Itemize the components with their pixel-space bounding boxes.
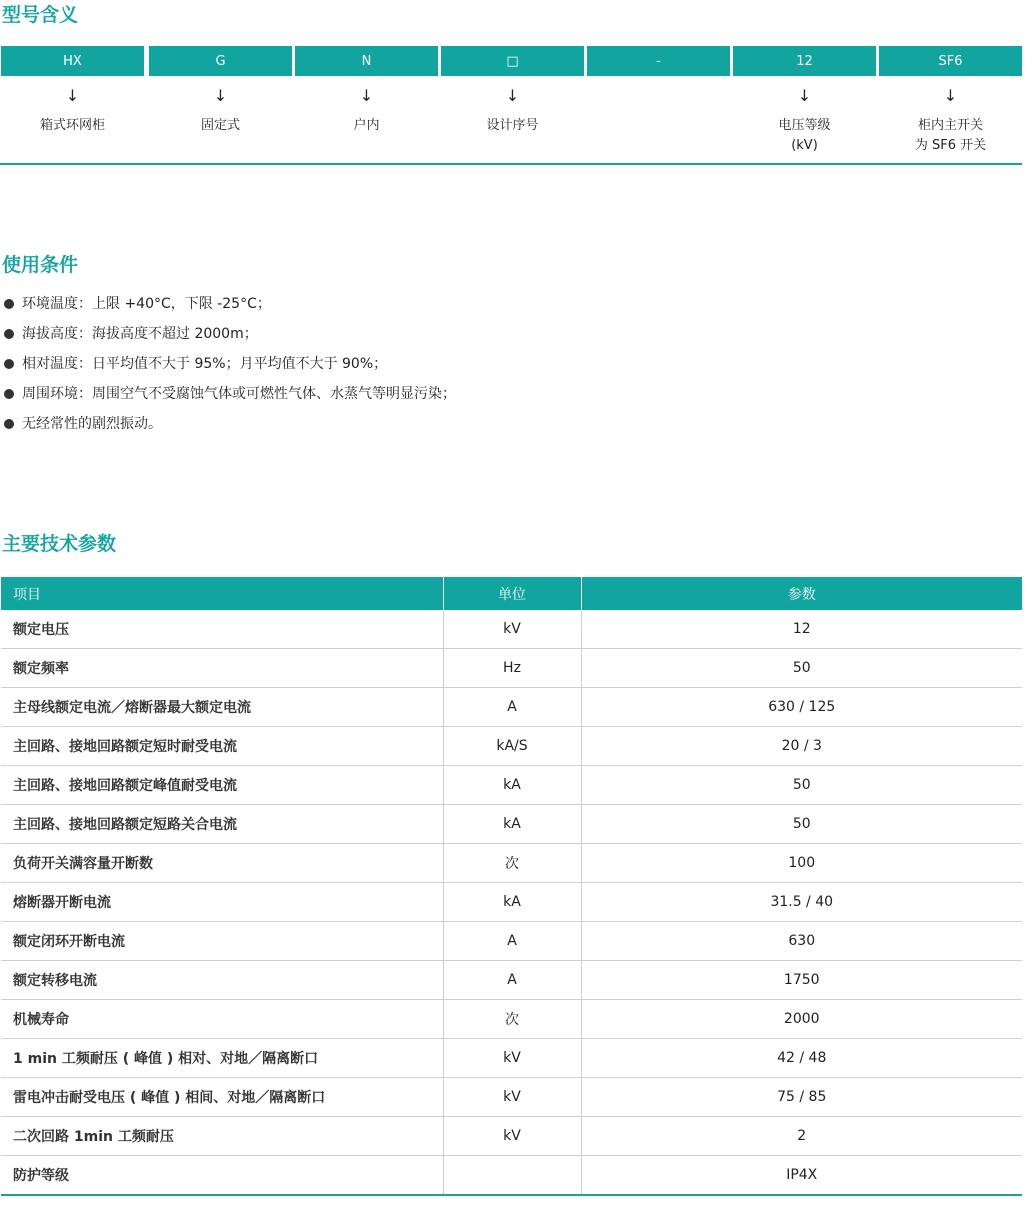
table-row: [1, 922, 1022, 961]
model-desc: 户内: [353, 118, 380, 133]
cell-unit: kV: [443, 610, 581, 649]
cell-unit: 次: [443, 844, 581, 883]
cell-unit: A: [443, 688, 581, 727]
model-code-cell: HX: [1, 46, 144, 76]
table-row: [1, 610, 1022, 649]
list-item: [4, 413, 456, 443]
cell-value: 50: [581, 766, 1022, 805]
cell-value: 50: [581, 805, 1022, 844]
condition-text: 周围环境：周围空气不受腐蚀气体或可燃性气体、水蒸气等明显污染；: [22, 386, 456, 402]
model-code-cell: 12: [733, 46, 876, 76]
model-code-cell: N: [295, 46, 438, 76]
arrow-down-icon: ↓: [213, 86, 228, 105]
cell-value: 20 / 3: [581, 727, 1022, 766]
bullet-icon: [4, 299, 14, 309]
cell-item: 雷电冲击耐受电压 ( 峰值 ) 相间、对地／隔离断口: [1, 1078, 443, 1117]
cell-item: 机械寿命: [1, 1000, 443, 1039]
bullet-icon: [4, 419, 14, 429]
section-title-conditions: 使用条件: [2, 254, 79, 276]
cell-unit: 次: [443, 1000, 581, 1039]
cell-value: 2000: [581, 1000, 1022, 1039]
cell-item: 额定电压: [1, 610, 443, 649]
list-item: [4, 353, 456, 383]
model-desc: 电压等级 (kV): [778, 118, 831, 153]
arrow-down-icon: ↓: [65, 86, 80, 105]
cell-value: 31.5 / 40: [581, 883, 1022, 922]
table-row: [1, 883, 1022, 922]
cell-unit: kV: [443, 1078, 581, 1117]
conditions-list: [4, 293, 456, 443]
cell-item: 负荷开关满容量开断数: [1, 844, 443, 883]
cell-value: 100: [581, 844, 1022, 883]
cell-item: 额定频率: [1, 649, 443, 688]
table-row: [1, 844, 1022, 883]
list-item: [4, 383, 456, 413]
divider: [0, 163, 1022, 165]
table-row: [1, 649, 1022, 688]
header-item: 项目: [1, 577, 443, 610]
cell-value: 42 / 48: [581, 1039, 1022, 1078]
bullet-icon: [4, 359, 14, 369]
table-row: [1, 1117, 1022, 1156]
arrow-down-icon: ↓: [943, 86, 958, 105]
table-row: [1, 961, 1022, 1000]
cell-item: 主回路、接地回路额定峰值耐受电流: [1, 766, 443, 805]
cell-value: 630 / 125: [581, 688, 1022, 727]
cell-value: 2: [581, 1117, 1022, 1156]
table-row: [1, 1000, 1022, 1039]
condition-text: 无经常性的剧烈振动。: [22, 416, 162, 432]
table-row: [1, 766, 1022, 805]
model-desc: 固定式: [200, 118, 240, 133]
arrow-down-icon: ↓: [359, 86, 374, 105]
table-row: [1, 1078, 1022, 1117]
model-code-cell: -: [587, 46, 730, 76]
cell-unit: kA: [443, 883, 581, 922]
cell-unit: A: [443, 922, 581, 961]
section-title-params: 主要技术参数: [2, 533, 117, 555]
table-header-row: [1, 577, 1022, 610]
condition-text: 相对温度：日平均值不大于 95%；月平均值不大于 90%；: [22, 356, 388, 372]
cell-value: 12: [581, 610, 1022, 649]
cell-unit: kV: [443, 1117, 581, 1156]
condition-text: 海拔高度：海拔高度不超过 2000m；: [22, 326, 258, 342]
arrow-down-icon: ↓: [797, 86, 812, 105]
model-desc: 柜内主开关 为 SF6 开关: [914, 118, 987, 153]
cell-item: 二次回路 1min 工频耐压: [1, 1117, 443, 1156]
bullet-icon: [4, 329, 14, 339]
params-table: [1, 577, 1022, 1196]
table-row: [1, 805, 1022, 844]
cell-value: 75 / 85: [581, 1078, 1022, 1117]
table-row: [1, 1039, 1022, 1078]
cell-unit: kA/S: [443, 727, 581, 766]
cell-item: 额定转移电流: [1, 961, 443, 1000]
cell-unit: kA: [443, 766, 581, 805]
cell-item: 主回路、接地回路额定短时耐受电流: [1, 727, 443, 766]
cell-item: 主回路、接地回路额定短路关合电流: [1, 805, 443, 844]
cell-value: IP4X: [581, 1156, 1022, 1196]
bullet-icon: [4, 389, 14, 399]
cell-value: 1750: [581, 961, 1022, 1000]
table-row: [1, 727, 1022, 766]
cell-unit: A: [443, 961, 581, 1000]
cell-item: 熔断器开断电流: [1, 883, 443, 922]
section-title-model: 型号含义: [2, 4, 79, 26]
model-code-cell: SF6: [879, 46, 1022, 76]
header-value: 参数: [581, 577, 1022, 610]
cell-value: 50: [581, 649, 1022, 688]
model-desc: 箱式环网柜: [39, 118, 105, 133]
cell-unit: Hz: [443, 649, 581, 688]
model-code-cell: G: [149, 46, 292, 76]
header-unit: 单位: [443, 577, 581, 610]
cell-unit: [443, 1156, 581, 1196]
cell-item: 防护等级: [1, 1156, 443, 1196]
cell-item: 1 min 工频耐压 ( 峰值 ) 相对、对地／隔离断口: [1, 1039, 443, 1078]
table-row: [1, 1156, 1022, 1196]
list-item: [4, 293, 456, 323]
model-desc: 设计序号: [486, 118, 539, 133]
condition-text: 环境温度：上限 +40°C，下限 -25°C；: [22, 296, 271, 312]
cell-item: 主母线额定电流／熔断器最大额定电流: [1, 688, 443, 727]
model-code-row: [0, 46, 1025, 76]
cell-item: 额定闭环开断电流: [1, 922, 443, 961]
model-code-cell: □: [441, 46, 584, 76]
table-row: [1, 688, 1022, 727]
cell-unit: kA: [443, 805, 581, 844]
cell-value: 630: [581, 922, 1022, 961]
list-item: [4, 323, 456, 353]
cell-unit: kV: [443, 1039, 581, 1078]
arrow-down-icon: ↓: [505, 86, 520, 105]
